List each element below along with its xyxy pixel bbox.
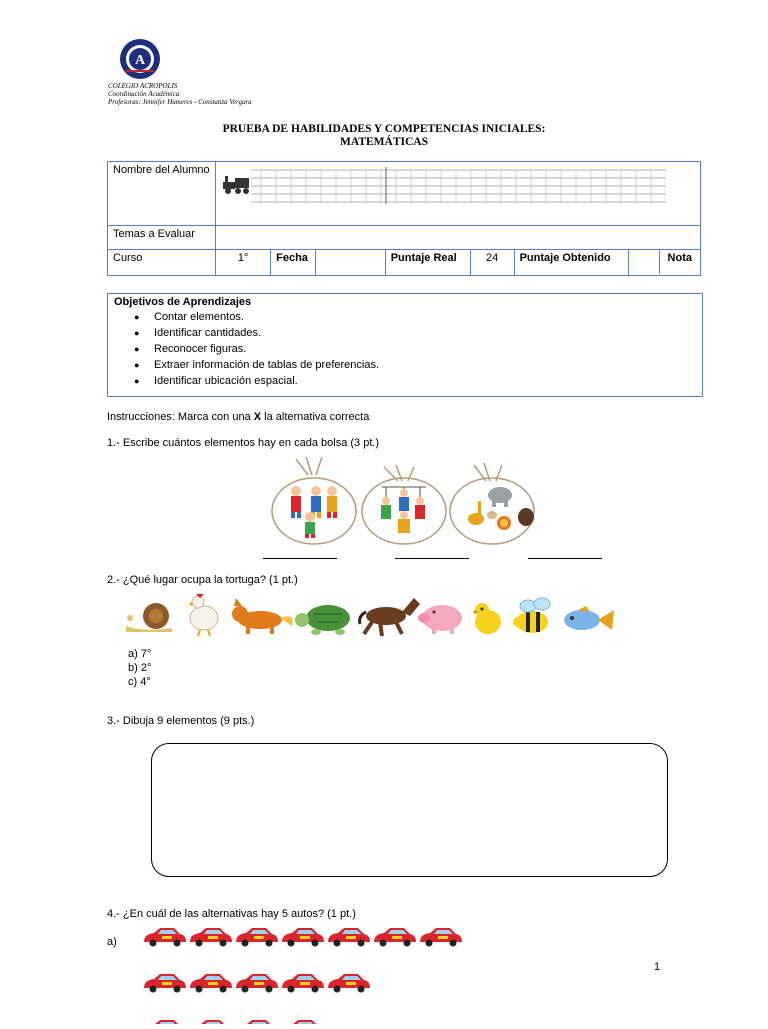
- fox-icon: [232, 598, 293, 634]
- real-score-label: Puntaje Real: [385, 250, 470, 276]
- car-icon: [190, 928, 232, 947]
- student-info-table: [107, 161, 701, 276]
- question-4: 4.- ¿En cuál de las alternativas hay 5 autos? (1 pt.): [107, 908, 356, 920]
- car-icon: [236, 928, 278, 947]
- turtle-icon: [295, 605, 350, 635]
- car-icon: [190, 974, 232, 993]
- car-icon: [144, 1020, 186, 1024]
- bags-illustration: [268, 455, 568, 552]
- date-label: Fecha: [271, 250, 316, 276]
- answer-blank-bag-1[interactable]: [263, 558, 337, 559]
- question-1: 1.- Escribe cuántos elementos hay en cada bolsa (3 pt.): [107, 437, 380, 449]
- objective-item: ● Extraer información de tablas de preferencias.: [154, 357, 702, 373]
- school-department: Coordinación Académica: [108, 90, 180, 98]
- snail-icon: [126, 603, 172, 632]
- answer-blank-bag-2[interactable]: [395, 558, 469, 559]
- course-value: 1°: [216, 250, 271, 276]
- animals-row: [122, 592, 616, 643]
- car-icon: [282, 974, 324, 993]
- car-icon: [144, 928, 186, 947]
- topics-field[interactable]: [216, 226, 701, 250]
- page-title: PRUEBA DE HABILIDADES Y COMPETENCIAS INICIALES:: [222, 123, 546, 135]
- bee-icon: [513, 598, 550, 633]
- car-icon: [374, 928, 416, 947]
- obtained-score-label: Puntaje Obtenido: [514, 250, 628, 276]
- drawing-area[interactable]: [151, 743, 668, 877]
- option-a-label[interactable]: a): [107, 936, 117, 948]
- car-icon: [420, 928, 462, 947]
- school-logo: [110, 37, 170, 86]
- objectives-list: [108, 309, 702, 389]
- clowns-group: [291, 486, 337, 538]
- car-icon: [236, 1020, 278, 1024]
- question-2-options: [128, 647, 151, 689]
- acrobats-group: [381, 487, 426, 533]
- objective-item: ● Identificar cantidades.: [154, 325, 702, 341]
- cars-rows: [142, 926, 472, 1024]
- page-subtitle: MATEMÁTICAS: [340, 136, 428, 148]
- real-score-value: 24: [470, 250, 514, 276]
- course-label: Curso: [108, 250, 216, 276]
- school-name: COLEGIO ACROPOLIS: [108, 82, 178, 90]
- car-icon: [190, 1020, 232, 1024]
- option-b[interactable]: b) 2°: [128, 662, 152, 674]
- objectives-title: Objetivos de Aprendizajes: [114, 296, 252, 308]
- pig-icon: [418, 605, 462, 634]
- page-number: 1: [654, 961, 661, 973]
- horse-icon: [360, 598, 420, 636]
- topics-label: Temas a Evaluar: [108, 226, 216, 250]
- student-name-field[interactable]: [216, 162, 701, 226]
- chicken-icon: [190, 594, 218, 636]
- option-a[interactable]: a) 7°: [128, 648, 152, 660]
- answer-blank-bag-3[interactable]: [528, 558, 602, 559]
- instructions-mark: X: [253, 411, 262, 423]
- objectives-box: [107, 293, 703, 397]
- instructions: Instrucciones: Marca con una X la alternativa correcta: [107, 411, 370, 423]
- student-name-label: Nombre del Alumno: [108, 162, 216, 226]
- car-icon: [328, 928, 370, 947]
- car-icon: [328, 974, 370, 993]
- school-teachers: Profesoras: Jennifer Humeres - Constanza Vergara: [108, 98, 252, 106]
- animals-group: [468, 487, 534, 530]
- objective-item: ● Reconocer figuras.: [154, 341, 702, 357]
- question-3: 3.- Dibuja 9 elementos (9 pts.): [107, 715, 255, 727]
- svg-text:A: A: [134, 53, 146, 68]
- option-c[interactable]: c) 4°: [128, 676, 151, 688]
- obtained-score-field[interactable]: [629, 250, 660, 274]
- question-2: 2.- ¿Qué lugar ocupa la tortuga? (1 pt.): [107, 574, 298, 586]
- objective-item: ● Contar elementos.: [154, 309, 702, 325]
- grade-label: Nota: [667, 252, 692, 264]
- train-writing-lines-icon: [221, 164, 666, 208]
- objective-item: ● Identificar ubicación espacial.: [154, 373, 702, 389]
- car-icon: [282, 1020, 324, 1024]
- date-field[interactable]: [316, 250, 386, 276]
- car-icon: [144, 974, 186, 993]
- car-icon: [236, 974, 278, 993]
- chick-icon: [474, 603, 501, 634]
- car-icon: [282, 928, 324, 947]
- fish-icon: [564, 606, 614, 630]
